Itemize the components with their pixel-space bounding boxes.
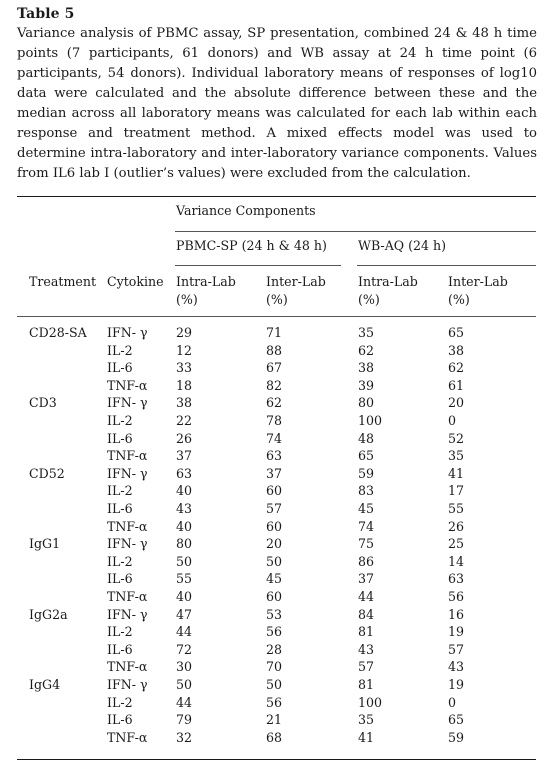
table-row — [0, 466, 550, 483]
cell-cytokine: IL-6 — [107, 712, 133, 728]
cell-pbmc-inter: 50 — [266, 553, 283, 569]
cell-cytokine: IL-6 — [107, 641, 133, 657]
cell-wb-inter: 38 — [448, 342, 465, 358]
cell-wb-inter: 55 — [448, 501, 465, 516]
cell-pbmc-inter: 56 — [266, 694, 283, 710]
cell-wb-intra: 75 — [358, 536, 375, 552]
cell-wb-intra: 43 — [358, 641, 375, 657]
table-title: Table 5 — [17, 6, 75, 22]
cell-wb-intra: 80 — [358, 395, 375, 411]
cell-pbmc-inter: 60 — [266, 589, 283, 604]
cell-wb-inter: 65 — [448, 325, 465, 340]
cell-wb-inter: 26 — [448, 518, 465, 534]
cell-wb-intra: 81 — [358, 624, 375, 640]
header-wb-intra-lab: Intra-Lab — [358, 274, 418, 289]
cell-wb-inter: 0 — [448, 694, 457, 710]
cell-wb-intra: 81 — [358, 677, 375, 692]
cell-pbmc-intra: 32 — [176, 729, 193, 745]
table-row — [0, 501, 550, 518]
table-row — [0, 378, 550, 395]
cell-pbmc-intra: 12 — [176, 342, 193, 358]
cell-cytokine: IL-6 — [107, 571, 133, 587]
cell-pbmc-intra: 44 — [176, 694, 193, 710]
cell-wb-intra: 39 — [358, 377, 375, 393]
header-wb-intra-pct: (%) — [358, 292, 380, 307]
cell-wb-inter: 17 — [448, 483, 465, 499]
cell-wb-intra: 84 — [358, 606, 375, 622]
cell-treatment: IgG4 — [29, 677, 61, 692]
cell-wb-inter: 20 — [448, 395, 465, 411]
cell-pbmc-inter: 82 — [266, 377, 283, 393]
cell-pbmc-inter: 68 — [266, 729, 283, 745]
cell-wb-inter: 56 — [448, 589, 465, 604]
cell-wb-inter: 57 — [448, 641, 465, 657]
cell-pbmc-intra: 40 — [176, 518, 193, 534]
cell-cytokine: IL-2 — [107, 694, 133, 710]
cell-wb-intra: 74 — [358, 518, 375, 534]
cell-pbmc-inter: 53 — [266, 606, 283, 622]
cell-pbmc-intra: 63 — [176, 465, 193, 481]
cell-cytokine: TNF-α — [107, 518, 148, 534]
table-row — [0, 360, 550, 377]
table-row — [0, 659, 550, 676]
header-pbmc-intra-pct: (%) — [176, 292, 198, 307]
table-row — [0, 395, 550, 412]
cell-wb-intra: 59 — [358, 465, 375, 481]
header-wb-inter-pct: (%) — [448, 292, 470, 307]
cell-pbmc-intra: 40 — [176, 589, 193, 604]
cell-cytokine: IL-6 — [107, 501, 133, 516]
cell-wb-intra: 35 — [358, 712, 375, 728]
header-variance-components: Variance Components — [176, 203, 316, 218]
cell-pbmc-inter: 60 — [266, 518, 283, 534]
cell-cytokine: TNF-α — [107, 589, 148, 604]
cell-treatment: CD52 — [29, 465, 65, 481]
header-bottom-rule — [17, 316, 536, 317]
cell-pbmc-intra: 50 — [176, 677, 193, 692]
header-pbmc-inter-lab: Inter-Lab — [266, 274, 326, 289]
cell-cytokine: IL-2 — [107, 413, 133, 428]
cell-treatment: IgG2a — [29, 606, 68, 622]
cell-treatment: CD3 — [29, 395, 57, 411]
cell-wb-intra: 86 — [358, 553, 375, 569]
cell-cytokine: IL-2 — [107, 624, 133, 640]
cell-pbmc-intra: 22 — [176, 413, 193, 428]
cell-wb-inter: 41 — [448, 465, 465, 481]
cell-cytokine: IFN- γ — [107, 325, 148, 340]
cell-wb-intra: 44 — [358, 589, 375, 604]
table-row — [0, 536, 550, 553]
cell-cytokine: IFN- γ — [107, 395, 148, 411]
table-row — [0, 325, 550, 342]
cell-wb-intra: 62 — [358, 342, 375, 358]
cell-pbmc-intra: 30 — [176, 659, 193, 675]
cell-pbmc-intra: 72 — [176, 641, 193, 657]
cell-wb-inter: 62 — [448, 360, 465, 376]
table-row — [0, 519, 550, 536]
cell-pbmc-inter: 74 — [266, 430, 283, 446]
cell-pbmc-inter: 63 — [266, 448, 283, 464]
cell-pbmc-intra: 26 — [176, 430, 193, 446]
cell-treatment: CD28-SA — [29, 325, 87, 340]
cell-wb-intra: 100 — [358, 413, 383, 428]
cell-pbmc-intra: 80 — [176, 536, 193, 552]
cell-pbmc-inter: 56 — [266, 624, 283, 640]
cell-wb-intra: 83 — [358, 483, 375, 499]
cell-pbmc-intra: 18 — [176, 377, 193, 393]
cell-wb-inter: 19 — [448, 624, 465, 640]
cell-cytokine: IFN- γ — [107, 677, 148, 692]
cell-pbmc-inter: 67 — [266, 360, 283, 376]
table-row — [0, 607, 550, 624]
cell-wb-inter: 52 — [448, 430, 465, 446]
table-row — [0, 343, 550, 360]
cell-pbmc-inter: 45 — [266, 571, 283, 587]
table-row — [0, 677, 550, 694]
cell-pbmc-inter: 71 — [266, 325, 283, 340]
header-wb-group: WB-AQ (24 h) — [358, 238, 447, 253]
cell-wb-inter: 19 — [448, 677, 465, 692]
header-wb-inter-lab: Inter-Lab — [448, 274, 508, 289]
cell-pbmc-intra: 47 — [176, 606, 193, 622]
cell-wb-inter: 63 — [448, 571, 465, 587]
cell-pbmc-inter: 57 — [266, 501, 283, 516]
table-row — [0, 624, 550, 641]
cell-pbmc-inter: 70 — [266, 659, 283, 675]
cell-wb-intra: 57 — [358, 659, 375, 675]
cell-wb-intra: 48 — [358, 430, 375, 446]
cell-pbmc-intra: 79 — [176, 712, 193, 728]
cell-pbmc-intra: 40 — [176, 483, 193, 499]
cell-pbmc-intra: 44 — [176, 624, 193, 640]
cell-wb-intra: 100 — [358, 694, 383, 710]
cell-wb-inter: 0 — [448, 413, 457, 428]
table-row — [0, 642, 550, 659]
cell-pbmc-inter: 37 — [266, 465, 283, 481]
cell-wb-intra: 38 — [358, 360, 375, 376]
cell-wb-inter: 14 — [448, 553, 465, 569]
table-row — [0, 571, 550, 588]
table-top-rule — [17, 196, 536, 197]
cell-wb-inter: 16 — [448, 606, 465, 622]
table-row — [0, 483, 550, 500]
cell-cytokine: IL-6 — [107, 360, 133, 376]
cell-cytokine: IFN- γ — [107, 606, 148, 622]
cell-wb-inter: 61 — [448, 377, 465, 393]
cell-wb-inter: 35 — [448, 448, 465, 464]
table-row — [0, 712, 550, 729]
cell-cytokine: IL-6 — [107, 430, 133, 446]
header-pbmc-intra-lab: Intra-Lab — [176, 274, 236, 289]
cell-pbmc-inter: 88 — [266, 342, 283, 358]
cell-cytokine: TNF-α — [107, 659, 148, 675]
cell-pbmc-inter: 60 — [266, 483, 283, 499]
cell-pbmc-intra: 55 — [176, 571, 193, 587]
cell-pbmc-intra: 43 — [176, 501, 193, 516]
wb-group-rule — [357, 265, 536, 266]
variance-components-rule — [175, 231, 536, 232]
cell-cytokine: IFN- γ — [107, 536, 148, 552]
cell-pbmc-intra: 33 — [176, 360, 193, 376]
header-pbmc-inter-pct: (%) — [266, 292, 288, 307]
cell-wb-inter: 25 — [448, 536, 465, 552]
cell-pbmc-intra: 38 — [176, 395, 193, 411]
header-pbmc-group: PBMC-SP (24 h & 48 h) — [176, 238, 327, 253]
cell-wb-inter: 43 — [448, 659, 465, 675]
cell-pbmc-inter: 62 — [266, 395, 283, 411]
table-row — [0, 589, 550, 606]
cell-wb-intra: 37 — [358, 571, 375, 587]
cell-wb-intra: 65 — [358, 448, 375, 464]
cell-pbmc-inter: 20 — [266, 536, 283, 552]
table-row — [0, 695, 550, 712]
cell-treatment: IgG1 — [29, 536, 61, 552]
cell-pbmc-inter: 28 — [266, 641, 283, 657]
table-row — [0, 448, 550, 465]
header-treatment: Treatment — [29, 274, 97, 289]
cell-cytokine: IL-2 — [107, 483, 133, 499]
cell-wb-inter: 59 — [448, 729, 465, 745]
pbmc-group-rule — [175, 265, 341, 266]
cell-cytokine: IL-2 — [107, 342, 133, 358]
cell-pbmc-intra: 37 — [176, 448, 193, 464]
cell-cytokine: TNF-α — [107, 729, 148, 745]
cell-cytokine: TNF-α — [107, 377, 148, 393]
cell-cytokine: IFN- γ — [107, 465, 148, 481]
cell-cytokine: IL-2 — [107, 553, 133, 569]
cell-pbmc-intra: 50 — [176, 553, 193, 569]
table-row — [0, 730, 550, 747]
header-cytokine: Cytokine — [107, 274, 164, 289]
cell-wb-intra: 41 — [358, 729, 375, 745]
table-row — [0, 431, 550, 448]
cell-cytokine: TNF-α — [107, 448, 148, 464]
cell-pbmc-inter: 50 — [266, 677, 283, 692]
cell-wb-intra: 35 — [358, 325, 375, 340]
table-bottom-rule — [17, 759, 536, 760]
table-row — [0, 554, 550, 571]
table-caption: Variance analysis of PBMC assay, SP presentation, combined 24 & 48 h time points (7 participants, 61 donors) and WB assay at 24 h time point (6 participants, 54 donors). Individual laboratory means of responses of log10 data were calculated and the absolute difference between these and the median across all laboratory means was calculated for each lab within each response and treatment method. A mixed effects model was used to determine intra-laboratory and inter-laboratory variance components. Values from IL6 lab I (outlier’s values) were excluded from the calculation. — [17, 26, 537, 181]
cell-pbmc-inter: 21 — [266, 712, 283, 728]
cell-pbmc-inter: 78 — [266, 413, 283, 428]
cell-wb-intra: 45 — [358, 501, 375, 516]
cell-wb-inter: 65 — [448, 712, 465, 728]
cell-pbmc-intra: 29 — [176, 325, 193, 340]
table-row — [0, 413, 550, 430]
